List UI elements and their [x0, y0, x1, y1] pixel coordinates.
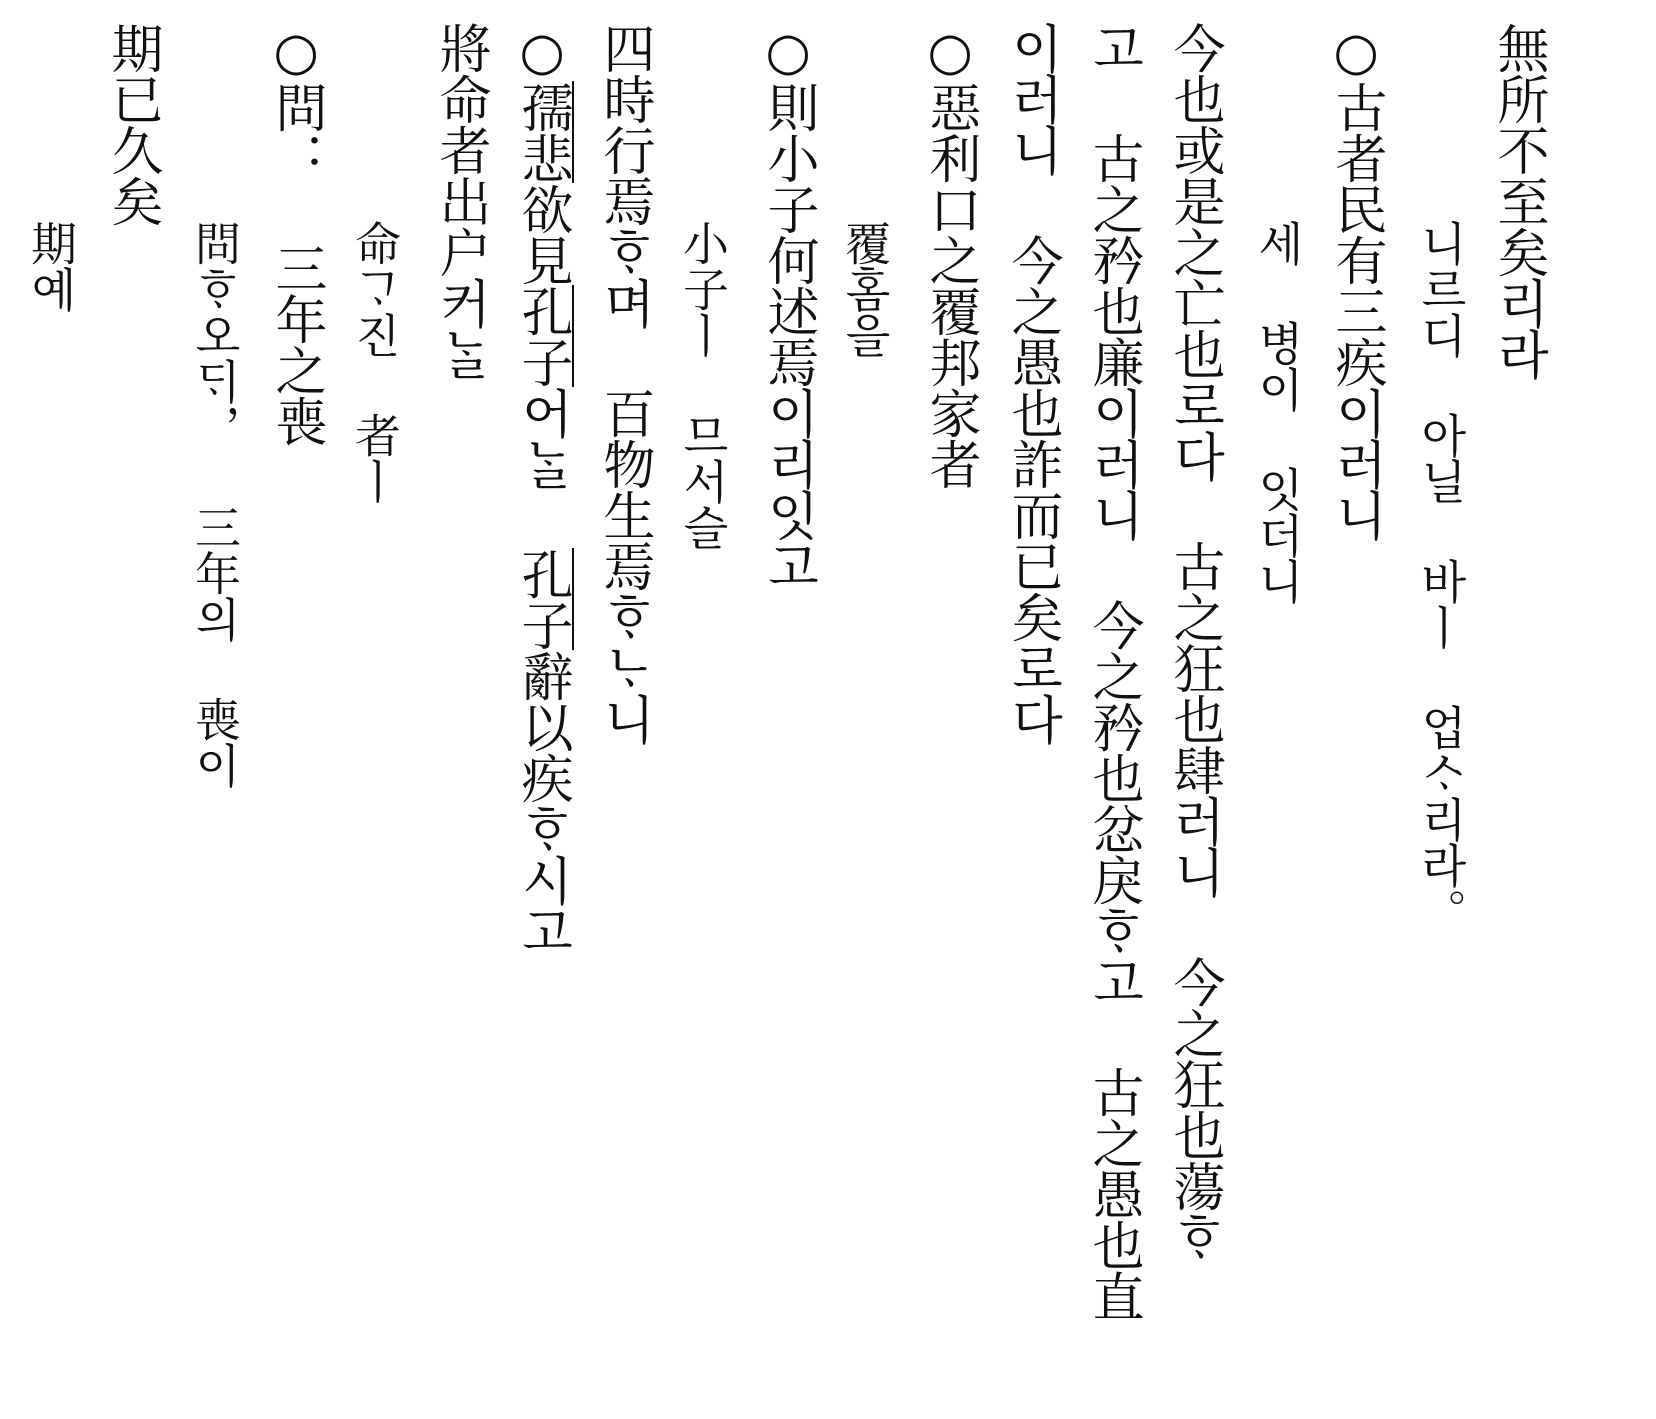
gloss-column — [838, 22, 892, 358]
proper-name-mark: 孔子 — [512, 548, 572, 650]
column-text: 四時行焉ᄒᆞ며 百物生焉ᄒᆞᄂᆞ니 — [594, 22, 654, 744]
text-column — [430, 22, 490, 379]
column-text: 어ᄂᆞᆯ — [512, 387, 572, 548]
column-text: 將命者出户커ᄂᆞᆯ — [430, 22, 490, 379]
text-column — [594, 22, 654, 744]
gloss-column — [188, 22, 242, 788]
text-column — [1002, 22, 1062, 744]
column-text: 세 병이 잇더니 — [1251, 220, 1305, 604]
gloss-column — [24, 22, 78, 312]
gloss-column — [348, 22, 402, 504]
text-column — [1488, 22, 1548, 379]
column-text: 問ᄒᆞ오ᄃᆡ， 三年의 喪이 — [188, 220, 242, 788]
column-text: ○惡利口之覆邦家者 — [920, 22, 980, 489]
column-text: 命ᄀᆞ진 者ㅣ — [348, 220, 402, 504]
text-column — [102, 22, 162, 226]
column-text: 今也或是之亡也로다 古之狂也肆러니 今之狂也蕩ᄒᆞ — [1164, 22, 1224, 1262]
proper-name-mark: 孺悲 — [512, 81, 572, 183]
column-text: 니르디 아닐 바ㅣ 업ᄉᆞ리라。 — [1414, 220, 1468, 934]
column-text: 고 古之矜也廉이러니 今之矜也忿戾ᄒᆞ고 古之愚也直 — [1083, 22, 1143, 1321]
text-column — [512, 22, 572, 956]
text-column — [758, 22, 818, 591]
text-column — [920, 22, 980, 489]
column-text: ○古者民有三疾이러니 — [1326, 22, 1386, 540]
column-text: 辭以疾ᄒᆞ시고 — [512, 650, 572, 956]
text-column — [1326, 22, 1386, 540]
column-text: 이러니 今之愚也詐而已矣로다 — [1002, 22, 1062, 744]
text-column — [1083, 22, 1143, 1321]
column-text: 小子ㅣ 므서슬 — [676, 220, 730, 550]
gloss-column — [1414, 22, 1468, 934]
column-text: 期已久矣 — [102, 22, 162, 226]
column-text: ○問： 三年之喪 — [266, 22, 326, 446]
column-text: 覆홈을 — [838, 220, 892, 358]
column-text: 欲見 — [512, 183, 572, 285]
text-column — [266, 22, 326, 446]
column-text: 無所不至矣리라 — [1488, 22, 1548, 379]
text-column — [1164, 22, 1224, 1262]
column-text: ○ — [512, 22, 572, 81]
column-text: ○則小子何述焉이리잇고 — [758, 22, 818, 591]
column-text: 期예 — [24, 220, 78, 312]
proper-name-mark: 孔子 — [512, 285, 572, 387]
gloss-column — [1251, 22, 1305, 604]
gloss-column — [676, 22, 730, 550]
